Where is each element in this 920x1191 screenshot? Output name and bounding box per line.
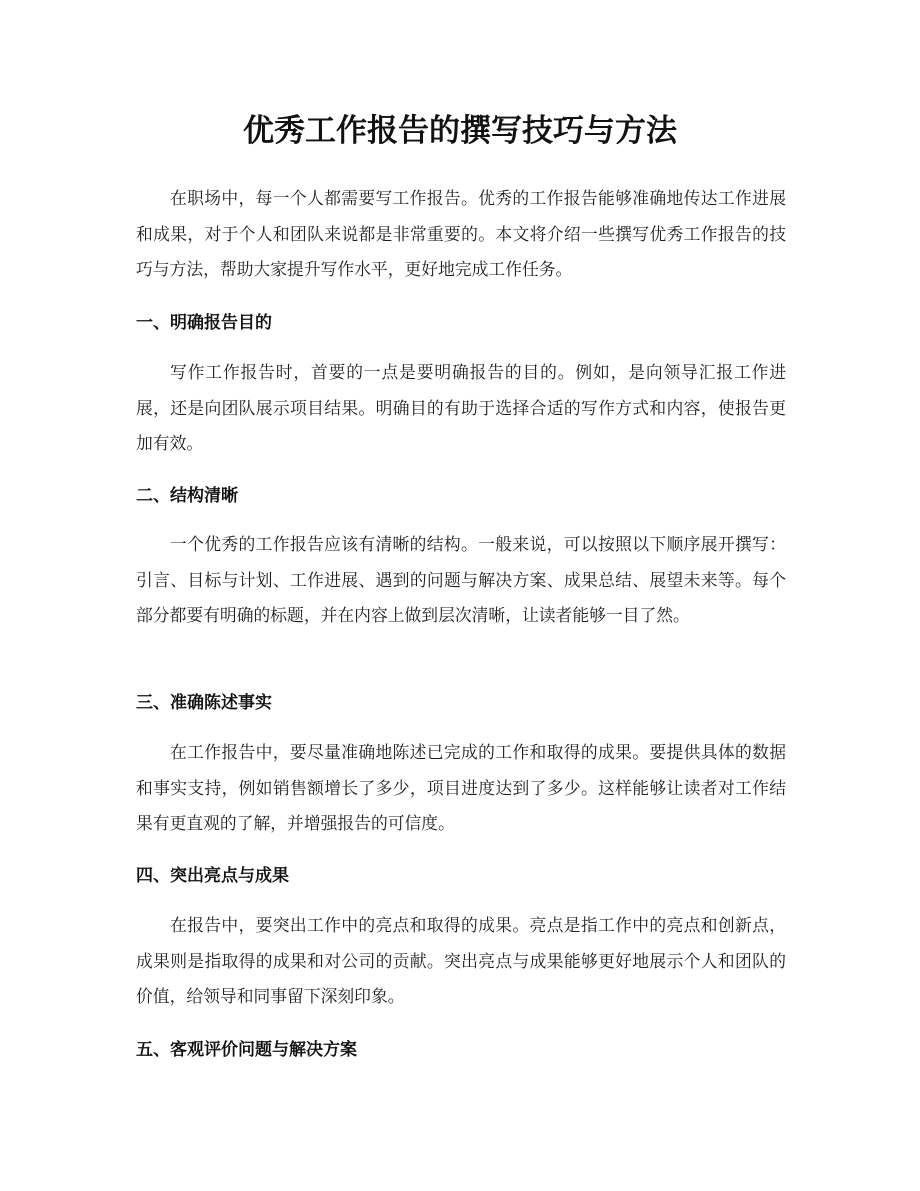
section-body-4: 在报告中，要突出工作中的亮点和取得的成果。亮点是指工作中的亮点和创新点，成果则是指取得的成果和对公司的贡献。突出亮点与成果能够更好地展示个人和团队的价值，给领导和同事留下深刻印象。 xyxy=(136,915,786,1006)
page-title: 优秀工作报告的撰写技巧与方法 xyxy=(243,113,677,149)
section-body-1: 写作工作报告时，首要的一点是要明确报告的目的。例如，是向领导汇报工作进展，还是向团队展示项目结果。明确目的有助于选择合适的写作方式和内容，使报告更加有效。 xyxy=(136,362,786,453)
section-heading-5: 五、客观评价问题与解决方案 xyxy=(136,1040,357,1060)
section-heading-2: 二、结构清晰 xyxy=(136,486,238,506)
section-body-2: 一个优秀的工作报告应该有清晰的结构。一般来说，可以按照以下顺序展开撰写：引言、目标与计划、工作进展、遇到的问题与解决方案、成果总结、展望未来等。每个部分都要有明确的标题，并在内容上做到层次清晰，让读者能够一目了然。 xyxy=(136,534,786,625)
intro-paragraph: 在职场中，每一个人都需要写工作报告。优秀的工作报告能够准确地传达工作进展和成果，对于个人和团队来说都是非常重要的。本文将介绍一些撰写优秀工作报告的技巧与方法，帮助大家提升写作水平，更好地完成工作任务。 xyxy=(136,188,786,279)
section-heading-4: 四、突出亮点与成果 xyxy=(136,866,289,886)
section-heading-1: 一、明确报告目的 xyxy=(136,313,272,333)
section-body-3: 在工作报告中，要尽量准确地陈述已完成的工作和取得的成果。要提供具体的数据和事实支持，例如销售额增长了多少，项目进度达到了多少。这样能够让读者对工作结果有更直观的了解，并增强报告的可信度。 xyxy=(136,742,786,833)
section-heading-3: 三、准确陈述事实 xyxy=(136,693,272,713)
